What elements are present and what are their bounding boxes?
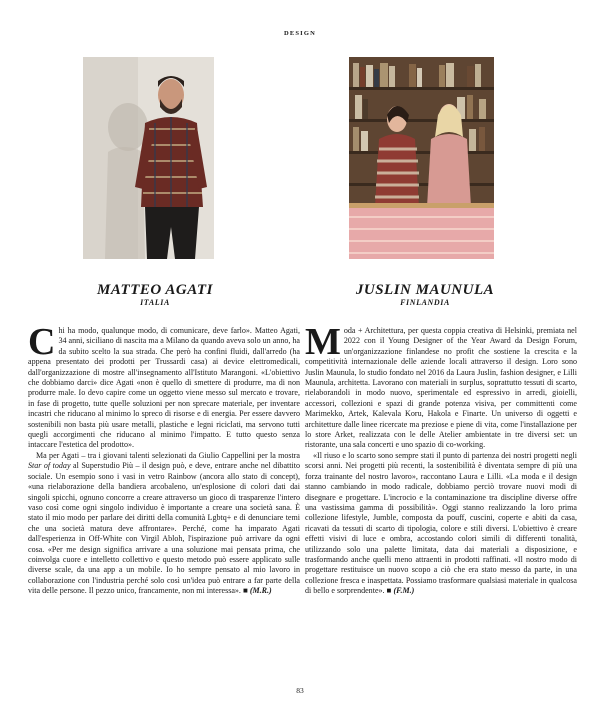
exhibition-title: Star of today bbox=[28, 461, 71, 471]
designer-name-right: JUSLIN MAUNULA bbox=[355, 282, 495, 298]
paragraph-text: hi ha modo, qualunque modo, di comunicare, deve farlo». Matteo Agati, 34 anni, siciliano di nascita ma a Milano da quando aveva solo un anno, ha da subito scelto la sua strada. Che però ha confini fluidi, dall'arredo (ha appena presentato dei prodotti per Trussardi casa) ai device elettromedicali, dall'organizzazione di mostre all'insegnamento all'Istituto Marangoni. «L'obiettivo che dobbiamo darci» dice Agati «non è quello di smettere di produrre, ma di non produrre male. Io devo capire come un oggetto viene messo sul mercato e trovare, in fase di progetto, tutte quelle soluzioni per non sprecare materiale, per inventare incastri che riducano al minimo lo spreco di risorse e di energia. Per essere davvero sostenibili non basta più usare metalli, plastiche e legni riciclati, ma servono tutti quegli accorgimenti che riducano al minimo l'impatto. E tutto questo senza intaccare l'estetica del prodotto». bbox=[28, 326, 300, 450]
portrait-man-icon bbox=[83, 57, 214, 259]
author-signature: (M.R.) bbox=[249, 586, 272, 596]
photo-matteo-agati bbox=[83, 57, 214, 259]
article-column-right bbox=[305, 326, 577, 676]
paragraph bbox=[305, 451, 577, 597]
section-label: DESIGN bbox=[283, 30, 317, 37]
paragraph-text: al Superstudio Più – il design può, e deve, entrare anche nel dibattito sociale. Un esempio sono i vasi in vetro Rainbow (ancora allo stato di concept), «una rielaborazione della bandiera arcobaleno, un'esplosione di colori dati dai singoli spicchi, ognuno concorre a creare attraverso un gioco di trasparenze l'intero vaso così come ogni singolo individuo è importante a creare una società sana. È stato il mio modo per parlare dei diritti della comunità Lgbtq+ e di denunciare temi che una società matura deve affrontare». Perché, come ha imparato Agati dall'esperienza in Off-White con Virgil Abloh, l'ispirazione può arrivare da ogni cosa. «Per me design significa arrivare a una soluzione mai pensata prima, che coinvolga cuore e intelletto collettivo e questo metodo può essere applicato sulle diverse scale, da una app a un mobile. Io ho sempre pensato al mio lavoro in collaborazione con l'industria perché solo così un'idea può entrare a far parte della vita delle persone. Il pezzo unico, francamente, non mi interessa». ■ bbox=[28, 461, 300, 596]
paragraph-text: «Il riuso e lo scarto sono sempre stati il punto di partenza dei nostri progetti negli scorsi anni. Nei progetti più recenti, la sostenibilità è diventata sempre di più una forza trainante del nostro lavoro», raccontano Laura e Lilli. «La moda e il design stanno cambiando in modo radicale, dobbiamo perciò trovare nuovi modi di disegnare e progettare. L'incrocio e la contaminazione tra discipline diverse offre una vastissima gamma di possibilità». Oggi stanno realizzando la loro prima collezione lifestyle, Jumble, composta da pouff, cuscini, coperte e abiti da casa, ricavati da tessuti di scarto di tipologia, colore e stili diversi. L'obiettivo è creare effetti visivi di luce e ombra, accostando colori simili di differenti tonalità, utilizzando solo una palette limitata, data dai materiali a disposizione, e trasformando anche quelli meno attraenti in prodotti raffinati. «Il nostro modo di progettare restituisce un nuovo scopo a ciò che era stato messo da parte, in una collezione fresca e inaspettata. Possiamo trasformare qualsiasi materiale in qualcosa di bello e sorprendente». ■ bbox=[305, 450, 577, 596]
author-signature: (F.M.) bbox=[393, 586, 415, 596]
paragraph bbox=[305, 326, 577, 451]
designer-country-right: FINLANDIA bbox=[400, 298, 450, 307]
designer-country-left: ITALIA bbox=[140, 298, 170, 307]
article-column-left bbox=[28, 326, 300, 676]
page-number: 83 bbox=[296, 686, 304, 695]
designer-name-left: MATTEO AGATI bbox=[97, 282, 213, 298]
paragraph-text: oda + Architettura, per questa coppia creativa di Helsinki, premiata nel 2022 con il Young Designer of the Year Award da Design Forum, un'organizzazione finlandese no profit che sostiene la crescita e la competitività internazionale delle aziende locali attraverso il design. Loro sono Juslin Maunula, lo studio fondato nel 2016 da Laura Juslin, fashion designer, e Lilli Maunula, architetta. Lavorano con materiali in surplus, soprattutto tessuti di scarto, rielaborandoli in modo nuovo, sperimentale ed espressivo in arredi, gioielli, accessori, collezioni e spazi di grande potenza visiva, per committenti come Marimekko, Artek, Kalevala Koru, Hakola e Finarte. Un universo di oggetti e architetture dalle linee ricercate ma preziose e piene di vita, come l'installazione per lo store Arket, realizzata con le delle Atelier ambientate in tre diversi set: un ristorante, una sala concerti e uno spazio di co-working. bbox=[305, 326, 577, 450]
paragraph-text: Ma per Agati – tra i giovani talenti selezionati da Giulio Cappellini per la mostra bbox=[36, 450, 300, 460]
portrait-two-women-icon bbox=[349, 57, 494, 259]
photo-juslin-maunula bbox=[349, 57, 494, 259]
paragraph bbox=[28, 451, 300, 597]
paragraph bbox=[28, 326, 300, 451]
dropcap: C bbox=[28, 326, 56, 363]
dropcap: M bbox=[305, 326, 341, 363]
